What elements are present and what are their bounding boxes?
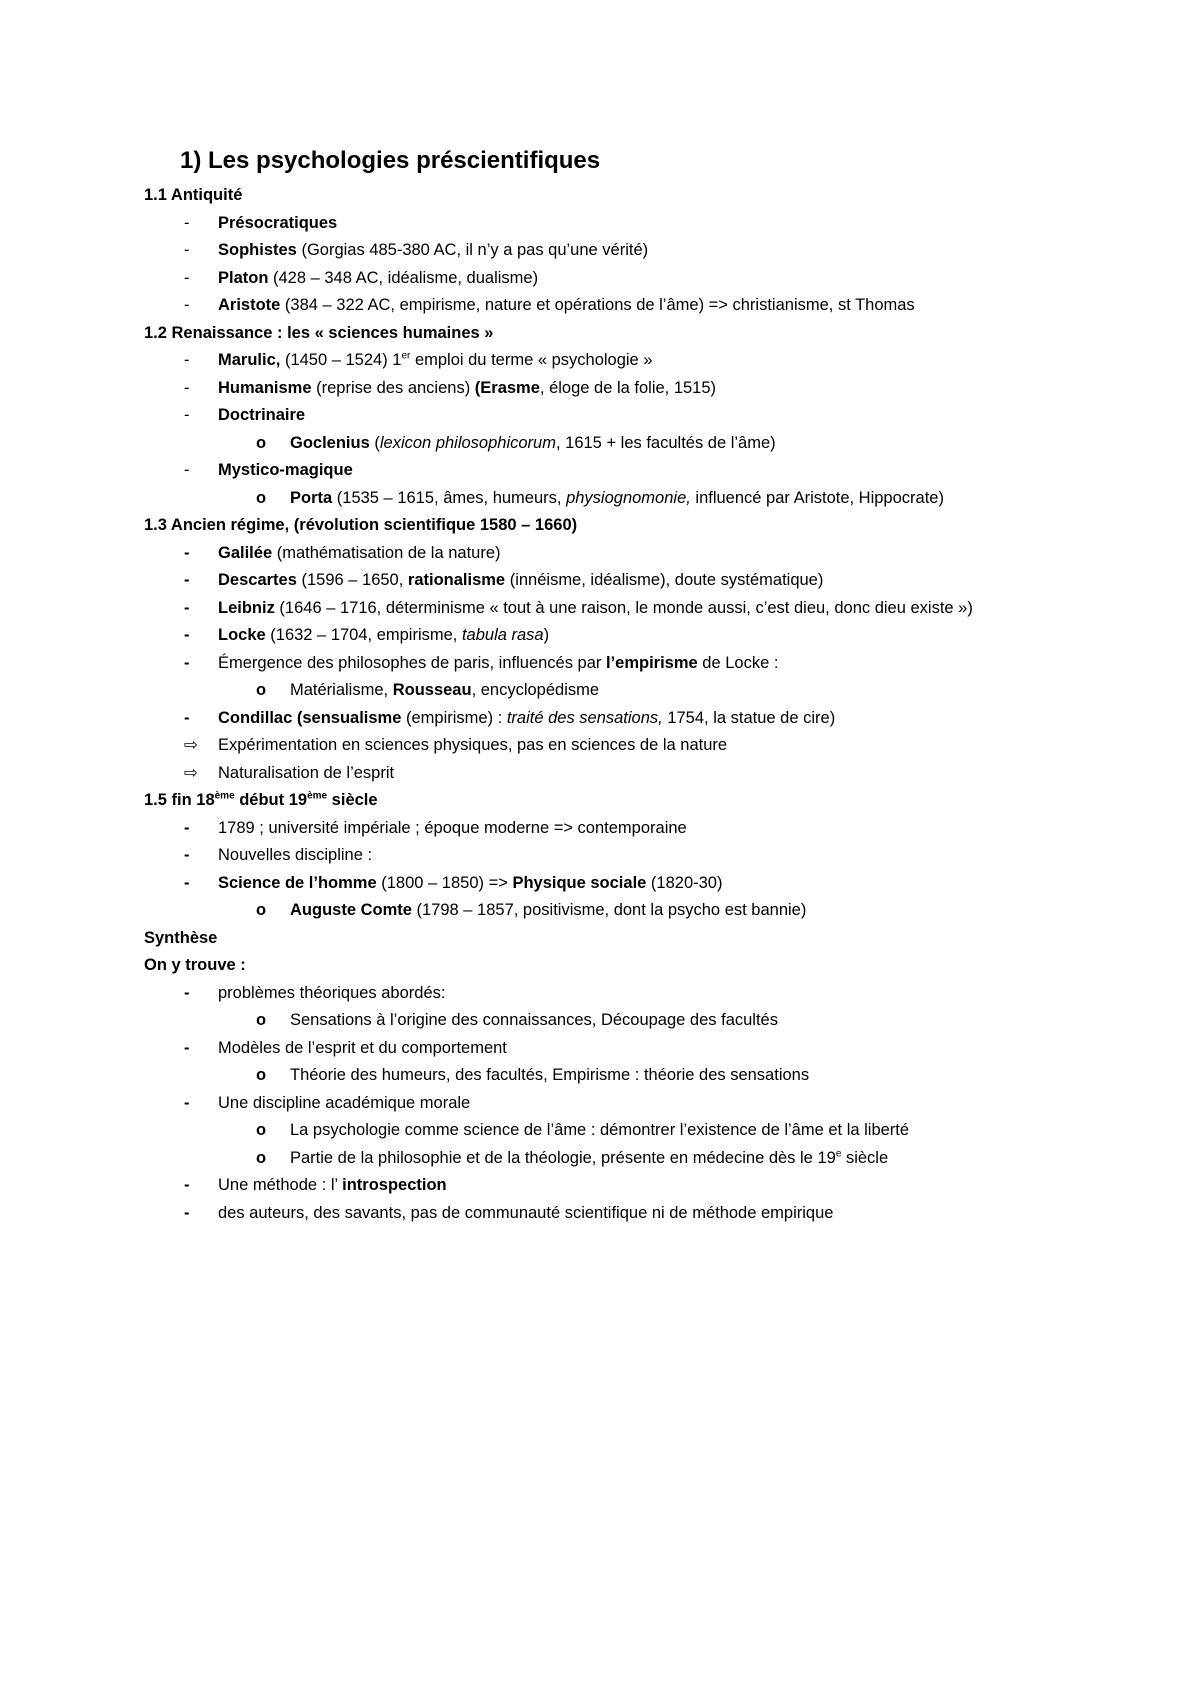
subheading-on-y-trouve: On y trouve :: [144, 956, 246, 974]
list-item: - Une discipline académique morale: [144, 1090, 1074, 1118]
list-item: - Modèles de l’esprit et du comportement: [144, 1035, 1074, 1063]
dash-marker: -: [184, 598, 190, 617]
list-item: - Sophistes (Gorgias 485-380 AC, il n’y a pas qu’une vérité): [144, 237, 1074, 265]
list-item: - Humanisme (reprise des anciens) (Erasme, éloge de la folie, 1515): [144, 375, 1074, 403]
arrow-icon: ⇨: [184, 763, 198, 782]
dash-marker: -: [184, 626, 190, 644]
list-item: - Mystico-magique: [144, 457, 1074, 485]
section-heading-renaissance: 1.2 Renaissance : les « sciences humaines »: [144, 323, 494, 342]
list-item: - Leibniz (1646 – 1716, déterminisme « tout à une raison, le monde aussi, c’est dieu, donc dieu existe »): [144, 595, 1074, 623]
dash-marker: -: [184, 351, 190, 369]
list-item: - Une méthode : l’ introspection: [144, 1172, 1074, 1200]
list-item: - Marulic, (1450 – 1524) 1er emploi du terme « psychologie »: [144, 347, 1074, 375]
dash-marker: -: [184, 1203, 190, 1222]
dash-marker: -: [184, 1038, 190, 1057]
list-item: - 1789 ; université impériale ; époque moderne => contemporaine: [144, 815, 1074, 843]
section-heading-ancien-regime: 1.3 Ancien régime, (révolution scientifique 1580 – 1660): [144, 516, 578, 534]
dash-marker: -: [184, 268, 190, 287]
bullet-marker: o: [256, 1148, 267, 1167]
list-item: - Science de l’homme (1800 – 1850) => Physique sociale (1820-30): [144, 870, 1074, 898]
list-item: o Goclenius (lexicon philosophicorum, 1615 + les facultés de l’âme): [144, 430, 1074, 458]
list-item: - Descartes (1596 – 1650, rationalisme (innéisme, idéalisme), doute systématique): [144, 567, 1074, 595]
dash-marker: -: [184, 653, 190, 672]
list-item: - Aristote (384 – 322 AC, empirisme, nature et opérations de l’âme) => christianisme, st Thomas: [144, 292, 1074, 320]
dash-marker: -: [184, 818, 190, 837]
list-item: o Théorie des humeurs, des facultés, Empirisme : théorie des sensations: [144, 1062, 1074, 1090]
section-heading-18-19-siecle: 1.5 fin 18ème début 19ème siècle: [144, 790, 378, 809]
dash-marker: -: [184, 378, 190, 397]
dash-marker: -: [184, 1176, 190, 1194]
arrow-icon: ⇨: [184, 736, 198, 754]
dash-marker: -: [184, 461, 190, 479]
dash-marker: -: [184, 571, 190, 589]
list-item: o Porta (1535 – 1615, âmes, humeurs, physiognomonie, influencé par Aristote, Hippocrate): [144, 485, 1074, 513]
list-item: - Émergence des philosophes de paris, influencés par l’empirisme de Locke :: [144, 650, 1074, 678]
bullet-marker: o: [256, 433, 267, 452]
dash-marker: -: [184, 543, 190, 562]
dash-marker: -: [184, 241, 190, 259]
dash-marker: -: [184, 1093, 190, 1112]
list-item: - des auteurs, des savants, pas de communauté scientifique ni de méthode empirique: [144, 1200, 1074, 1228]
list-item: - Locke (1632 – 1704, empirisme, tabula rasa): [144, 622, 1074, 650]
dash-marker: -: [184, 213, 190, 232]
list-item: ⇨ Naturalisation de l’esprit: [144, 760, 1074, 788]
list-item: - Doctrinaire: [144, 402, 1074, 430]
list-item: - Galilée (mathématisation de la nature): [144, 540, 1074, 568]
section-heading-antiquite: 1.1 Antiquité: [144, 186, 243, 204]
list-item: o Auguste Comte (1798 – 1857, positivisme, dont la psycho est bannie): [144, 897, 1074, 925]
list-item: o Matérialisme, Rousseau, encyclopédisme: [144, 677, 1074, 705]
bullet-marker: o: [256, 1011, 267, 1029]
dash-marker: -: [184, 406, 190, 424]
dash-marker: -: [184, 846, 190, 864]
list-item: - Présocratiques: [144, 210, 1074, 238]
list-item: ⇨ Expérimentation en sciences physiques, pas en sciences de la nature: [144, 732, 1074, 760]
list-item: - problèmes théoriques abordés:: [144, 980, 1074, 1008]
dash-marker: -: [184, 873, 190, 892]
dash-marker: -: [184, 983, 190, 1002]
list-item: - Nouvelles discipline :: [144, 842, 1074, 870]
list-item: - Platon (428 – 348 AC, idéalisme, dualisme): [144, 265, 1074, 293]
page-title: 1) Les psychologies préscientifiques: [180, 147, 601, 174]
bullet-marker: o: [256, 1066, 267, 1084]
list-item: - Condillac (sensualisme (empirisme) : traité des sensations, 1754, la statue de cire): [144, 705, 1074, 733]
dash-marker: -: [184, 708, 190, 727]
list-item: o La psychologie comme science de l’âme : démontrer l’existence de l’âme et la liberté: [144, 1117, 1074, 1145]
section-heading-synthese: Synthèse: [144, 928, 218, 947]
list-item: o Partie de la philosophie et de la théologie, présente en médecine dès le 19e siècle: [144, 1145, 1074, 1173]
list-item: o Sensations à l’origine des connaissances, Découpage des facultés: [144, 1007, 1074, 1035]
dash-marker: -: [184, 296, 190, 314]
bullet-marker: o: [256, 488, 267, 507]
document-content: [144, 146, 1074, 1227]
bullet-marker: o: [256, 1121, 267, 1139]
bullet-marker: o: [256, 901, 267, 919]
bullet-marker: o: [256, 681, 267, 699]
